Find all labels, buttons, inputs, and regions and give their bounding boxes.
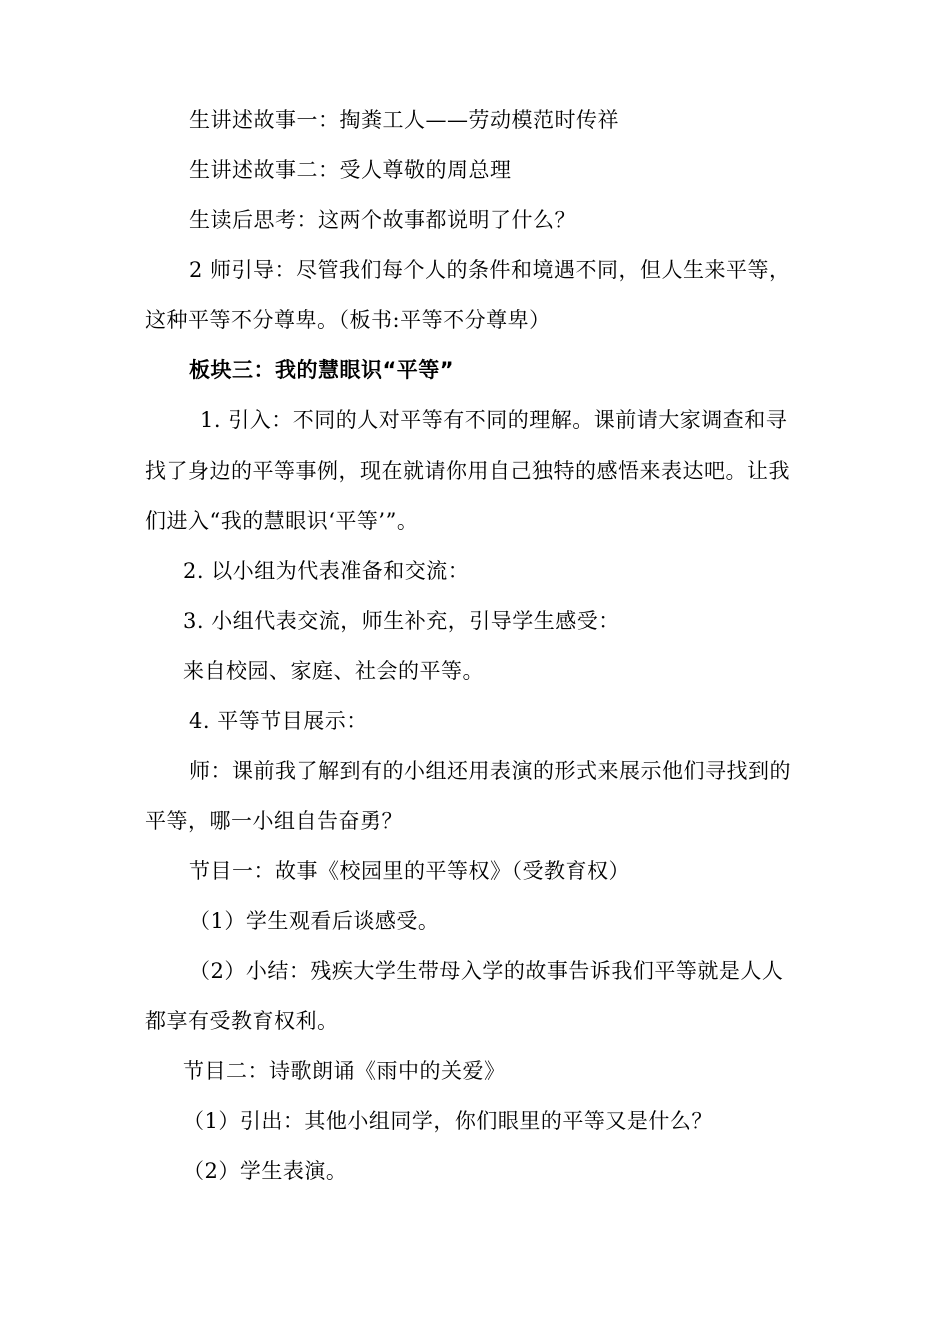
paragraph-line: 平等，哪一小组自告奋勇？ (145, 809, 403, 833)
section-heading: 板块三：我的慧眼识“平等” (189, 358, 455, 382)
paragraph-line: 1. 引入：不同的人对平等有不同的理解。课前请大家调查和寻 (200, 408, 788, 432)
paragraph-line: 节目一：故事《校园里的平等权》（受教育权） (189, 859, 630, 883)
paragraph-line: 生讲述故事一：掏粪工人——劳动模范时传祥 (189, 108, 619, 132)
paragraph-line: （1）引出：其他小组同学，你们眼里的平等又是什么？ (183, 1109, 713, 1133)
paragraph-line: 4. 平等节目展示： (189, 709, 368, 733)
paragraph-line: 生讲述故事二：受人尊敬的周总理 (189, 158, 512, 182)
paragraph-line: 来自校园、家庭、社会的平等。 (183, 659, 484, 683)
paragraph-line: 们进入“我的慧眼识‘平等’”。 (145, 509, 419, 533)
paragraph-line: 这种平等不分尊卑。（板书:平等不分尊卑） (145, 308, 551, 332)
paragraph-line: （1）学生观看后谈感受。 (189, 909, 440, 933)
paragraph-line: 3. 小组代表交流，师生补充，引导学生感受： (183, 609, 620, 633)
paragraph-line: 节目二：诗歌朗诵《雨中的关爱》 (183, 1059, 506, 1083)
paragraph-line: 生读后思考：这两个故事都说明了什么？ (189, 208, 576, 232)
paragraph-line: 找了身边的平等事例，现在就请你用自己独特的感悟来表达吧。让我 (145, 459, 790, 483)
paragraph-line: 都享有受教育权利。 (145, 1009, 339, 1033)
paragraph-line: 2. 以小组为代表准备和交流： (183, 559, 470, 583)
paragraph-line: 师：课前我了解到有的小组还用表演的形式来展示他们寻找到的 (189, 759, 791, 783)
paragraph-line: （2）小结：残疾大学生带母入学的故事告诉我们平等就是人人 (189, 959, 784, 983)
paragraph-line: （2）学生表演。 (183, 1159, 348, 1183)
paragraph-line: 2 师引导：尽管我们每个人的条件和境遇不同，但人生来平等， (189, 258, 791, 282)
